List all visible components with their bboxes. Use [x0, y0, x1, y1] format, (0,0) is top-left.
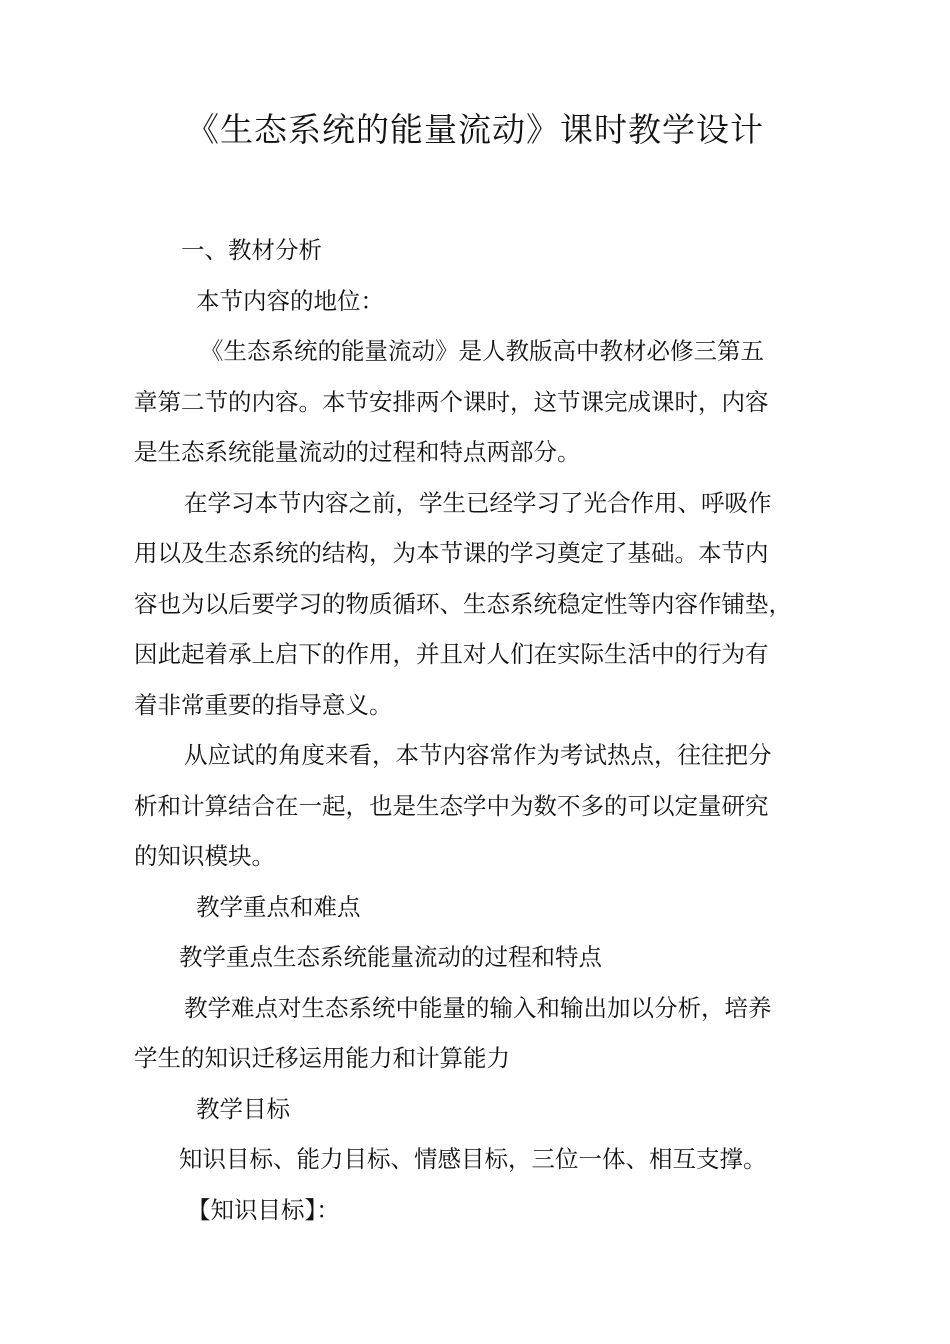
paragraph-line: 因此起着承上启下的作用，并且对人们在实际生活中的行为有: [134, 640, 769, 668]
document-body: [134, 225, 834, 1235]
paragraph-line: 从应试的角度来看，本节内容常作为考试热点，往往把分: [184, 741, 772, 769]
subheading-objectives: 教学目标: [196, 1094, 290, 1123]
document-title: 《生态系统的能量流动》课时教学设计: [186, 110, 764, 149]
section-heading-materials: 一、教材分析: [181, 236, 322, 264]
subheading-position: 本节内容的地位：: [196, 286, 384, 315]
paragraph-difficulty: [134, 983, 834, 1084]
paragraph-line: 教学难点对生态系统中能量的输入和输出加以分析，培养: [184, 993, 772, 1022]
subheading-knowledge-objective: 【知识目标】：: [187, 1195, 340, 1224]
paragraph-line: 在学习本节内容之前，学生已经学习了光合作用、呼吸作: [184, 488, 772, 517]
paragraph-line: 章第二节的内容。本节安排两个课时，这节课完成课时，内容: [134, 387, 769, 416]
subheading-key-points: 教学重点和难点: [196, 892, 361, 921]
paragraph-line: 的知识模块。: [134, 842, 275, 870]
paragraph-line: 《生态系统的能量流动》是人教版高中教材必修三第五: [200, 337, 764, 365]
paragraph-line: 是生态系统能量流动的过程和特点两部分。: [134, 438, 581, 466]
paragraph-line: 学生的知识迁移运用能力和计算能力: [134, 1044, 510, 1072]
objectives-summary: 知识目标、能力目标、情感目标，三位一体、相互支撑。: [179, 1145, 767, 1173]
paragraph-exam-view: [134, 730, 834, 882]
paragraph-line: 析和计算结合在一起，也是生态学中为数不多的可以定量研究: [134, 791, 769, 820]
paragraph-line: 用以及生态系统的结构，为本节课的学习奠定了基础。本节内: [134, 539, 769, 567]
paragraph-line: 容也为以后要学习的物质循环、生态系统稳定性等内容作铺垫，: [134, 589, 792, 618]
paragraph-prior-knowledge: [134, 478, 834, 731]
paragraph-intro: [134, 326, 834, 478]
key-point-text: 教学重点生态系统能量流动的过程和特点: [179, 943, 602, 971]
paragraph-line: 着非常重要的指导意义。: [134, 690, 393, 719]
